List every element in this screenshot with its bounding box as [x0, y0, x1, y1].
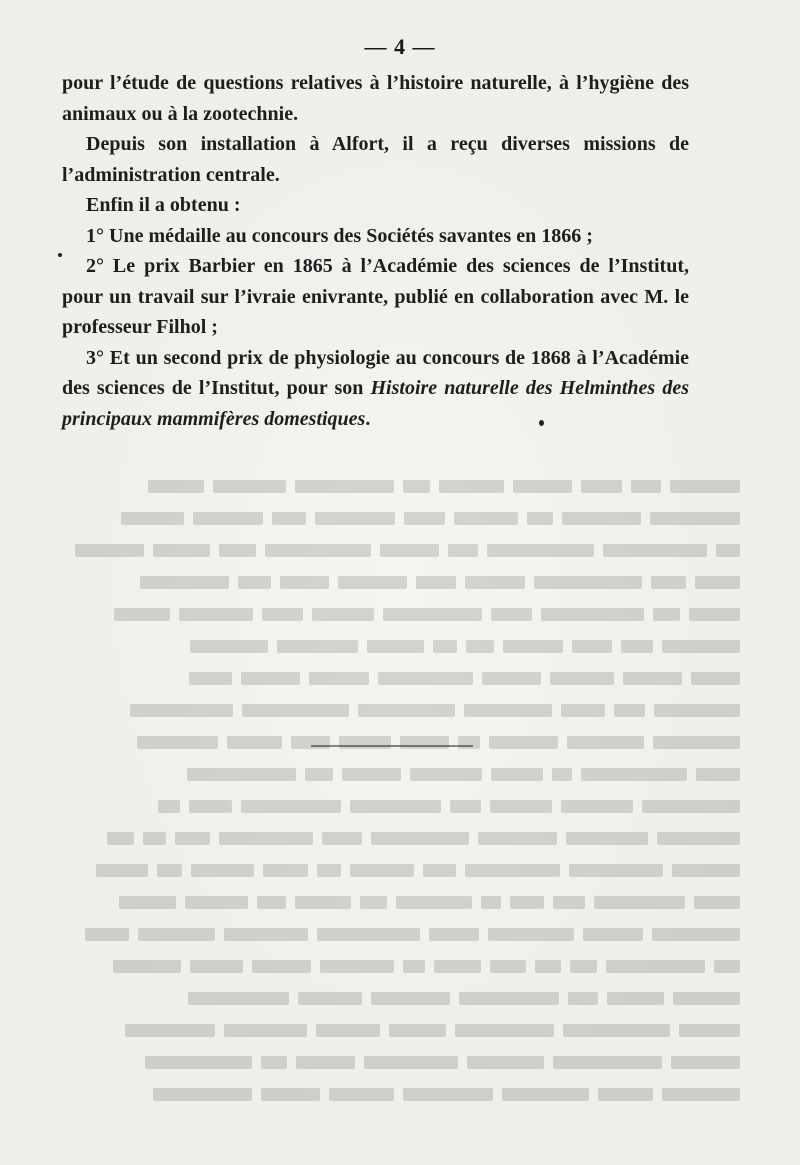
bleed-through-word: [403, 1088, 493, 1101]
bleed-through-line: [60, 822, 740, 854]
page-number: — 4 —: [364, 34, 436, 59]
bleed-through-word: [242, 704, 349, 717]
bleed-through-word: [572, 640, 612, 653]
bleed-through-word: [121, 512, 184, 525]
bleed-through-word: [389, 1024, 446, 1037]
bleed-through-word: [439, 480, 504, 493]
bleed-through-word: [491, 768, 543, 781]
bleed-through-word: [157, 864, 182, 877]
bleed-through-line: [60, 438, 740, 470]
bleed-through-word: [550, 672, 614, 685]
bleed-through-word: [562, 512, 641, 525]
bleed-through-word: [568, 992, 598, 1005]
bleed-through-word: [193, 512, 263, 525]
bleed-through-line: [60, 598, 740, 630]
bleed-through-word: [137, 736, 218, 749]
bleed-through-word: [364, 1056, 458, 1069]
bleed-through-word: [657, 832, 740, 845]
bleed-through-line: [60, 726, 740, 758]
ink-spot: [58, 253, 62, 257]
bleed-through-word: [695, 576, 740, 589]
bleed-through-word: [371, 832, 469, 845]
bleed-through-word: [295, 896, 351, 909]
bleed-through-word: [652, 928, 740, 941]
bleed-through-word: [662, 640, 740, 653]
bleed-through-word: [367, 640, 424, 653]
bleed-through-word: [360, 896, 387, 909]
bleed-through-word: [322, 832, 362, 845]
bleed-through-word: [467, 1056, 544, 1069]
bleed-through-word: [315, 512, 395, 525]
bleed-through-word: [527, 512, 553, 525]
bleed-through-word: [350, 864, 414, 877]
bleed-through-word: [148, 480, 204, 493]
bleed-through-word: [380, 544, 439, 557]
bleed-through-word: [534, 576, 642, 589]
bleed-through-word: [309, 672, 369, 685]
bleed-through-word: [317, 864, 341, 877]
bleed-through-word: [566, 832, 648, 845]
bleed-through-word: [252, 960, 311, 973]
bleed-through-word: [481, 896, 501, 909]
bleed-through-word: [179, 608, 253, 621]
bleed-through-word: [569, 864, 663, 877]
bleed-through-word: [107, 832, 134, 845]
bleed-through-word: [296, 1056, 355, 1069]
bleed-through-word: [623, 672, 682, 685]
bleed-through-word: [261, 1088, 320, 1101]
bleed-through-word: [603, 544, 707, 557]
bleed-through-word: [263, 864, 308, 877]
bleed-through-word: [329, 1088, 394, 1101]
bleed-through-word: [138, 928, 215, 941]
bleed-through-word: [654, 704, 740, 717]
bleed-through-word: [670, 480, 740, 493]
bleed-through-word: [433, 640, 457, 653]
bleed-through-word: [75, 544, 144, 557]
bleed-through-word: [671, 1056, 740, 1069]
bleed-through-word: [190, 960, 243, 973]
bleed-through-word: [140, 576, 229, 589]
bleed-through-word: [465, 864, 560, 877]
bleed-through-word: [491, 608, 532, 621]
bleed-through-word: [383, 608, 482, 621]
bleed-through-word: [119, 896, 176, 909]
ink-spot: [539, 420, 544, 426]
bleed-through-word: [262, 608, 303, 621]
bleed-through-word: [642, 800, 740, 813]
bleed-through-word: [219, 544, 256, 557]
bleed-through-word: [614, 704, 645, 717]
bleed-through-word: [188, 992, 289, 1005]
bleed-through-line: [60, 790, 740, 822]
bleed-through-word: [261, 1056, 287, 1069]
bleed-through-word: [488, 928, 574, 941]
bleed-through-word: [716, 544, 740, 557]
bleed-through-word: [378, 672, 473, 685]
bleed-through-word: [404, 512, 445, 525]
bleed-through-word: [673, 992, 740, 1005]
bleed-through-word: [714, 960, 740, 973]
bleed-through-word: [553, 896, 585, 909]
bleed-through-word: [679, 1024, 740, 1037]
bleed-through-word: [570, 960, 597, 973]
bleed-through-word: [158, 800, 180, 813]
bleed-through-word: [130, 704, 233, 717]
bleed-through-word: [689, 608, 740, 621]
bleed-through-word: [175, 832, 210, 845]
bleed-through-word: [606, 960, 705, 973]
bleed-through-word: [320, 960, 394, 973]
bleed-through-word: [458, 736, 480, 749]
bleed-through-word: [219, 832, 313, 845]
bleed-through-word: [185, 896, 248, 909]
bleed-through-word: [490, 800, 552, 813]
bleed-through-line: [60, 1078, 740, 1110]
bleed-through-word: [189, 672, 232, 685]
bleed-through-word: [416, 576, 456, 589]
bleed-through-word: [238, 576, 271, 589]
bleed-through-word: [631, 480, 661, 493]
bleed-through-word: [189, 800, 232, 813]
bleed-through-line: [60, 662, 740, 694]
bleed-through-rule: [311, 745, 473, 747]
bleed-through-line: [60, 566, 740, 598]
bleed-through-word: [448, 544, 478, 557]
bleed-through-line: [60, 886, 740, 918]
bleed-through-word: [653, 736, 740, 749]
paragraph-3: Enfin il a obtenu :: [86, 194, 241, 216]
bleed-through-word: [487, 544, 594, 557]
bleed-through-word: [114, 608, 170, 621]
bleed-through-word: [280, 576, 329, 589]
bleed-through-word: [187, 768, 296, 781]
paragraph-4: 1° Une médaille au concours des Sociétés savantes en 1866 ;: [86, 224, 593, 247]
bleed-through-line: [60, 982, 740, 1014]
bleed-through-word: [85, 928, 129, 941]
bleed-through-word: [241, 672, 300, 685]
bleed-through-word: [316, 1024, 380, 1037]
bleed-through-word: [96, 864, 148, 877]
bleed-through-line: [60, 630, 740, 662]
paragraph-6: [62, 343, 689, 435]
bleed-through-word: [489, 736, 558, 749]
bleed-through-word: [257, 896, 286, 909]
bleed-through-word: [241, 800, 341, 813]
bleed-through-word: [338, 576, 407, 589]
bleed-through-word: [403, 480, 430, 493]
bleed-through-word: [503, 640, 563, 653]
bleed-through-word: [410, 768, 482, 781]
bleed-through-word: [672, 864, 740, 877]
bleed-through-word: [358, 704, 455, 717]
bleed-through-word: [510, 896, 544, 909]
bleed-through-word: [594, 896, 685, 909]
bleed-through-word: [224, 1024, 307, 1037]
bleed-through-line: [60, 1046, 740, 1078]
bleed-through-word: [213, 480, 286, 493]
bleed-through-word: [350, 800, 441, 813]
paragraph-5: 2° Le prix Barbier en 1865 à l’Académie des sciences de l’Institut, pour un travail sur l’ivraie enivrante, publié en collaboration avec M. le professeur Filhol ;: [62, 255, 689, 338]
bleed-through-word: [513, 480, 572, 493]
bleed-through-line: [60, 918, 740, 950]
bleed-through-line: [60, 534, 740, 566]
bleed-through-word: [305, 768, 333, 781]
bleed-through-word: [342, 768, 401, 781]
bleed-through-word: [482, 672, 541, 685]
bleed-through-word: [621, 640, 653, 653]
bleed-through-line: [60, 758, 740, 790]
bleed-through-word: [403, 960, 425, 973]
bleed-through-word: [490, 960, 526, 973]
bleed-through-word: [265, 544, 371, 557]
bleed-through-word: [561, 800, 633, 813]
bleed-through-word: [227, 736, 282, 749]
bleed-through-word: [143, 832, 166, 845]
bleed-through-word: [691, 672, 740, 685]
paragraph-2: Depuis son installation à Alfort, il a reçu diverses missions de l’administration centrale.: [62, 133, 689, 186]
bleed-through-word: [224, 928, 308, 941]
bleed-through-word: [291, 736, 330, 749]
bleed-through-word: [339, 736, 391, 749]
bleed-through-line: [60, 854, 740, 886]
bleed-through-word: [607, 992, 664, 1005]
bleed-through-line: [60, 470, 740, 502]
bleed-through-word: [191, 864, 254, 877]
bleed-through-line: [60, 950, 740, 982]
bleed-through-word: [465, 576, 525, 589]
bleed-through-word: [541, 608, 644, 621]
bleed-through-word: [464, 704, 552, 717]
bleed-through-word: [553, 1056, 662, 1069]
bleed-through-word: [535, 960, 561, 973]
paragraph-1: pour l’étude de questions relatives à l’histoire naturelle, à l’hygiène des animaux ou à la zootechnie.: [62, 72, 689, 125]
body-text: [62, 68, 689, 434]
bleed-through-word: [694, 896, 740, 909]
bleed-through-word: [696, 768, 740, 781]
bleed-through-word: [272, 512, 306, 525]
bleed-through-word: [567, 736, 644, 749]
paragraph-6-text: 3° Et un second prix de physiologie au concours de 1868 à l’Académie des sciences de l’Institut, pour son: [62, 346, 689, 399]
bleed-through-line: [60, 1014, 740, 1046]
bleed-through-word: [478, 832, 557, 845]
bleed-through-word: [561, 704, 605, 717]
bleed-through-word: [298, 992, 362, 1005]
bleed-through-word: [466, 640, 494, 653]
bleed-through-word: [459, 992, 559, 1005]
bleed-through-word: [653, 608, 680, 621]
bleed-through-word: [455, 1024, 554, 1037]
bleed-through-word: [312, 608, 374, 621]
bleed-through-word: [502, 1088, 589, 1101]
bleed-through-word: [598, 1088, 653, 1101]
bleed-through-word: [423, 864, 456, 877]
bleed-through-word: [650, 512, 740, 525]
bleed-through-word: [429, 928, 479, 941]
bleed-through-word: [371, 992, 450, 1005]
bleed-through-word: [434, 960, 481, 973]
bleed-through-word: [651, 576, 686, 589]
bleed-through-word: [125, 1024, 215, 1037]
book-title-italic: Histoire naturelle des Helminthes des principaux mammifères domestiques: [62, 377, 689, 430]
bleed-through-word: [113, 960, 181, 973]
bleed-through-word: [581, 480, 622, 493]
bleed-through-word: [153, 1088, 252, 1101]
bleed-through-word: [190, 640, 268, 653]
bleed-through-word: [563, 1024, 670, 1037]
bleed-through-word: [295, 480, 394, 493]
bleed-through-word: [581, 768, 687, 781]
bleed-through-line: [60, 694, 740, 726]
bleed-through-word: [277, 640, 358, 653]
bleed-through-word: [450, 800, 481, 813]
bleed-through-word: [396, 896, 472, 909]
bleed-through-word: [153, 544, 210, 557]
bleed-through-word: [662, 1088, 740, 1101]
paragraph-6-end: .: [365, 407, 371, 430]
bleed-through-word: [400, 736, 449, 749]
bleed-through-line: [60, 502, 740, 534]
bleed-through-word: [317, 928, 420, 941]
bleed-through-word: [552, 768, 572, 781]
bleed-through-word: [454, 512, 518, 525]
bleed-through-word: [583, 928, 643, 941]
bleed-through-word: [145, 1056, 252, 1069]
